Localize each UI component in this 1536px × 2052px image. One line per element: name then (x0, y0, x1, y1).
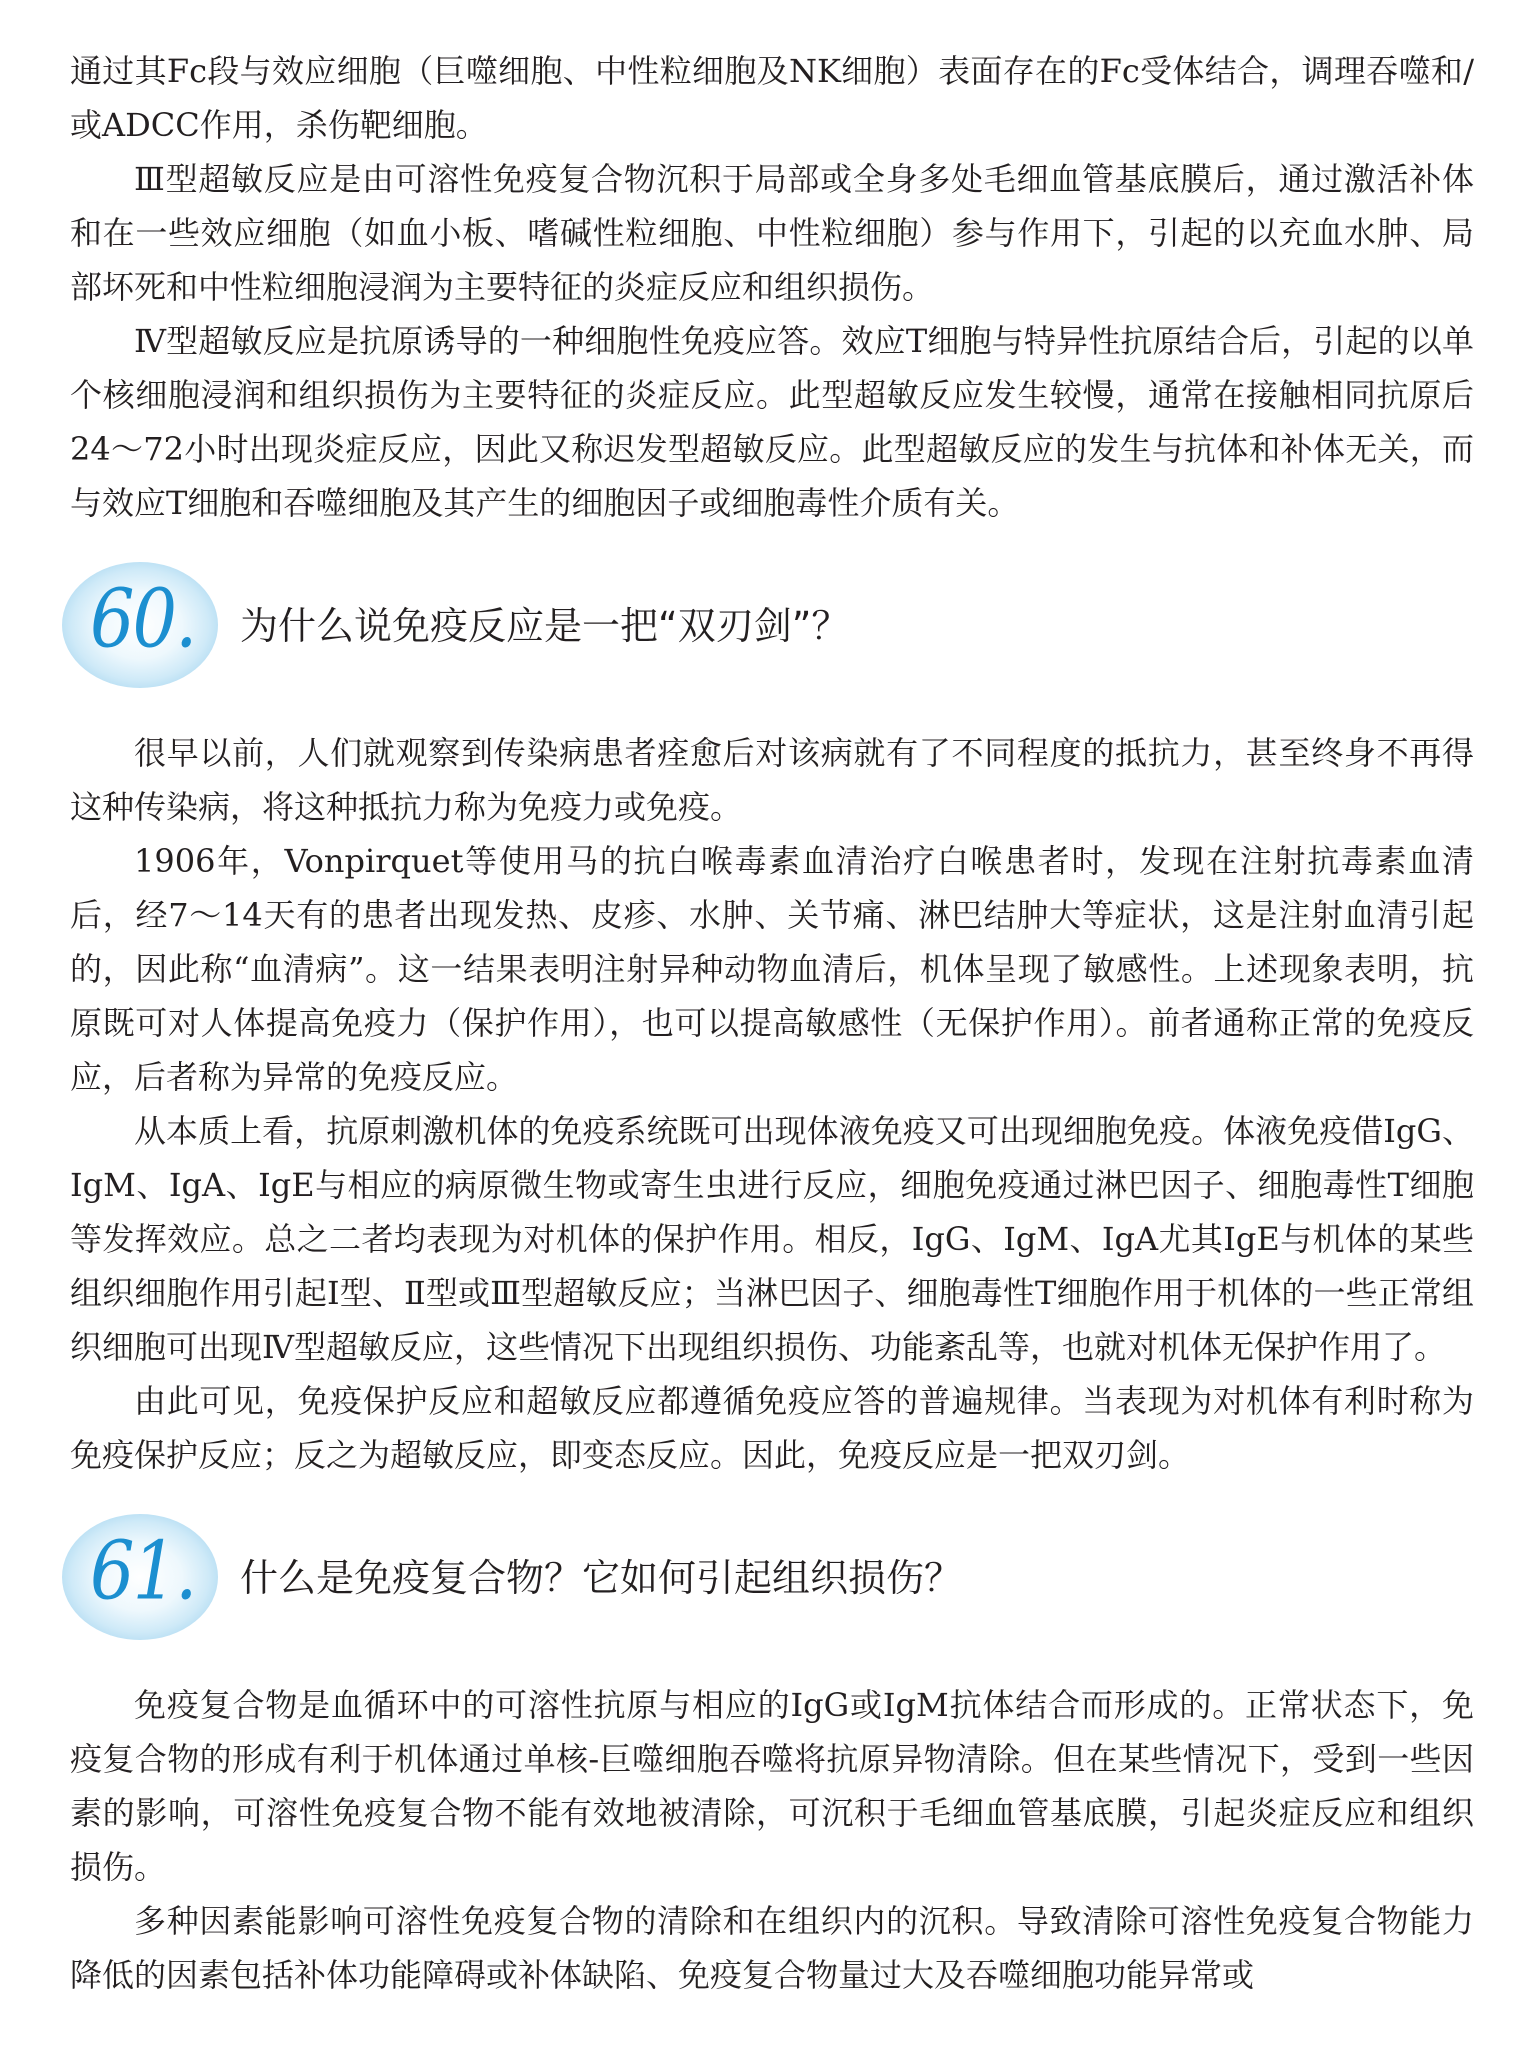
section-61-badge (62, 1514, 218, 1640)
section-61-paragraph-1: 免疫复合物是血循环中的可溶性抗原与相应的IgG或IgM抗体结合而形成的。正常状态下，免疫复合物的形成有利于机体通过单核-巨噬细胞吞噬将抗原异物清除。但在某些情况下，受到一些因素的影响，可溶性免疫复合物不能有效地被清除，可沉积于毛细血管基底膜，引起炎症反应和组织损伤。 (70, 1686, 1474, 1886)
section-60-title: 为什么说免疫反应是一把“双刃剑”？ (240, 604, 850, 648)
section-61-number: 61. (90, 1523, 196, 1619)
section-61-heading (70, 1508, 1474, 1658)
section-60-paragraph-2: 1906年，Vonpirquet等使用马的抗白喉毒素血清治疗白喉患者时，发现在注射抗毒素血清后，经7～14天有的患者出现发热、皮疹、水肿、关节痛、淋巴结肿大等症状，这是注射血清引起的，因此称“血清病”。这一结果表明注射异种动物血清后，机体呈现了敏感性。上述现象表明，抗原既可对人体提高免疫力（保护作用），也可以提高敏感性（无保护作用）。前者通称正常的免疫反应，后者称为异常的免疫反应。 (70, 842, 1474, 1096)
section-60-badge (62, 562, 218, 688)
section-60-paragraph-3: 从本质上看，抗原刺激机体的免疫系统既可出现体液免疫又可出现细胞免疫。体液免疫借IgG、IgM、IgA、IgE与相应的病原微生物或寄生虫进行反应，细胞免疫通过淋巴因子、细胞毒性T细胞等发挥效应。总之二者均表现为对机体的保护作用。相反，IgG、IgM、IgA尤其IgE与机体的某些组织细胞作用引起Ⅰ型、Ⅱ型或Ⅲ型超敏反应；当淋巴因子、细胞毒性T细胞作用于机体的一些正常组织细胞可出现Ⅳ型超敏反应，这些情况下出现组织损伤、功能紊乱等，也就对机体无保护作用了。 (70, 1112, 1474, 1366)
section-60-paragraph-4: 由此可见，免疫保护反应和超敏反应都遵循免疫应答的普遍规律。当表现为对机体有利时称为免疫保护反应；反之为超敏反应，即变态反应。因此，免疫反应是一把双刃剑。 (70, 1382, 1474, 1474)
section-60-heading (70, 556, 1474, 706)
page-content (70, 44, 1474, 2002)
intro-paragraph-2: Ⅲ型超敏反应是由可溶性免疫复合物沉积于局部或全身多处毛细血管基底膜后，通过激活补体和在一些效应细胞（如血小板、嗜碱性粒细胞、中性粒细胞）参与作用下，引起的以充血水肿、局部坏死和中性粒细胞浸润为主要特征的炎症反应和组织损伤。 (70, 160, 1474, 306)
section-60-paragraph-1: 很早以前，人们就观察到传染病患者痊愈后对该病就有了不同程度的抵抗力，甚至终身不再得这种传染病，将这种抵抗力称为免疫力或免疫。 (70, 734, 1474, 826)
section-61-paragraph-2: 多种因素能影响可溶性免疫复合物的清除和在组织内的沉积。导致清除可溶性免疫复合物能力降低的因素包括补体功能障碍或补体缺陷、免疫复合物量过大及吞噬细胞功能异常或 (70, 1902, 1474, 1994)
section-60-number: 60. (90, 571, 196, 667)
intro-paragraph-1: 通过其Fc段与效应细胞（巨噬细胞、中性粒细胞及NK细胞）表面存在的Fc受体结合，调理吞噬和/或ADCC作用，杀伤靶细胞。 (70, 52, 1474, 144)
section-61-title: 什么是免疫复合物？它如何引起组织损伤？ (240, 1556, 963, 1600)
intro-paragraph-3: Ⅳ型超敏反应是抗原诱导的一种细胞性免疫应答。效应T细胞与特异性抗原结合后，引起的以单个核细胞浸润和组织损伤为主要特征的炎症反应。此型超敏反应发生较慢，通常在接触相同抗原后24～72小时出现炎症反应，因此又称迟发型超敏反应。此型超敏反应的发生与抗体和补体无关，而与效应T细胞和吞噬细胞及其产生的细胞因子或细胞毒性介质有关。 (70, 322, 1474, 522)
